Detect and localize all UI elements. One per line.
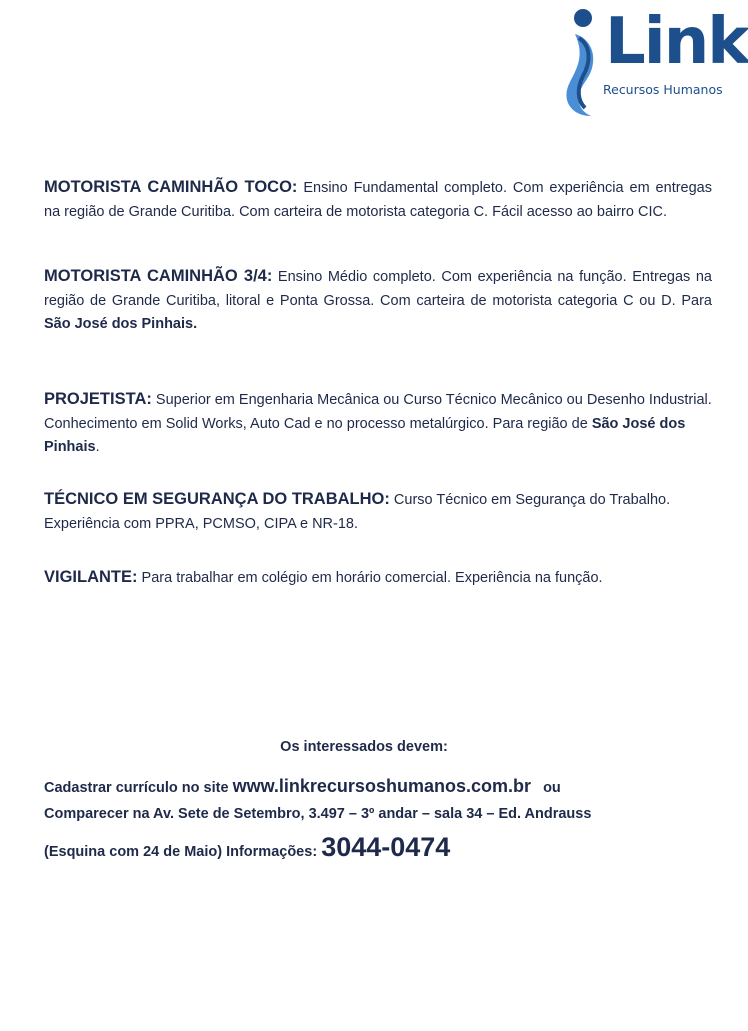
footer-line-register [44, 776, 561, 797]
register-suffix: ou [543, 780, 561, 796]
website-link[interactable]: www.linkrecursoshumanos.com.br [232, 776, 531, 796]
job-description: Ensino Médio completo. Com experiência na função. Entregas na região de Grande Curitiba, litoral e Ponta Grossa. Com carteira de motorista categoria C ou D. Para [44, 269, 712, 309]
register-prefix: Cadastrar currículo no site [44, 780, 229, 796]
job-location: São José dos Pinhais. [44, 316, 198, 332]
footer-heading: Os interessados devem: [280, 739, 448, 755]
job-title: VIGILANTE: [44, 568, 138, 586]
info-prefix: (Esquina com 24 de Maio) Informações: [44, 844, 318, 860]
job-listing-vigilante [44, 566, 712, 591]
job-listing-motorista-3-4 [44, 265, 712, 337]
footer-line-address: Comparecer na Av. Sete de Setembro, 3.497 – 3º andar – sala 34 – Ed. Andrauss [44, 806, 592, 822]
job-listing-projetista [44, 388, 712, 460]
job-listing-motorista-toco [44, 176, 712, 224]
company-logo [555, 4, 748, 122]
job-listing-tecnico-seguranca [44, 488, 712, 536]
job-description: Superior em Engenharia Mecânica ou Curso Técnico Mecânico ou Desenho Industrial. Conhecimento em Solid Works, Auto Cad e no processo metalúrgico. Para região de [44, 392, 712, 432]
job-title: PROJETISTA: [44, 390, 152, 408]
job-title: MOTORISTA CAMINHÃO TOCO: [44, 178, 298, 196]
job-title: MOTORISTA CAMINHÃO 3/4: [44, 267, 273, 285]
job-location: São José dos Pinhais [44, 415, 686, 455]
footer-line-info [44, 832, 450, 863]
job-tail: . [95, 439, 100, 455]
job-description: Curso Técnico em Segurança do Trabalho. Experiência com PPRA, PCMSO, CIPA e NR-18. [44, 492, 671, 532]
job-description: Para trabalhar em colégio em horário comercial. Experiência na função. [141, 570, 603, 586]
job-description: Ensino Fundamental completo. Com experiência em entregas na região de Grande Curitiba. Com carteira de motorista categoria C. Fácil acesso ao bairro CIC. [44, 180, 712, 220]
phone-number: 3044-0474 [321, 832, 451, 862]
logo-subtitle: Recursos Humanos [603, 82, 723, 97]
job-title: TÉCNICO EM SEGURANÇA DO TRABALHO: [44, 490, 390, 508]
logo-word: Link [605, 5, 748, 79]
